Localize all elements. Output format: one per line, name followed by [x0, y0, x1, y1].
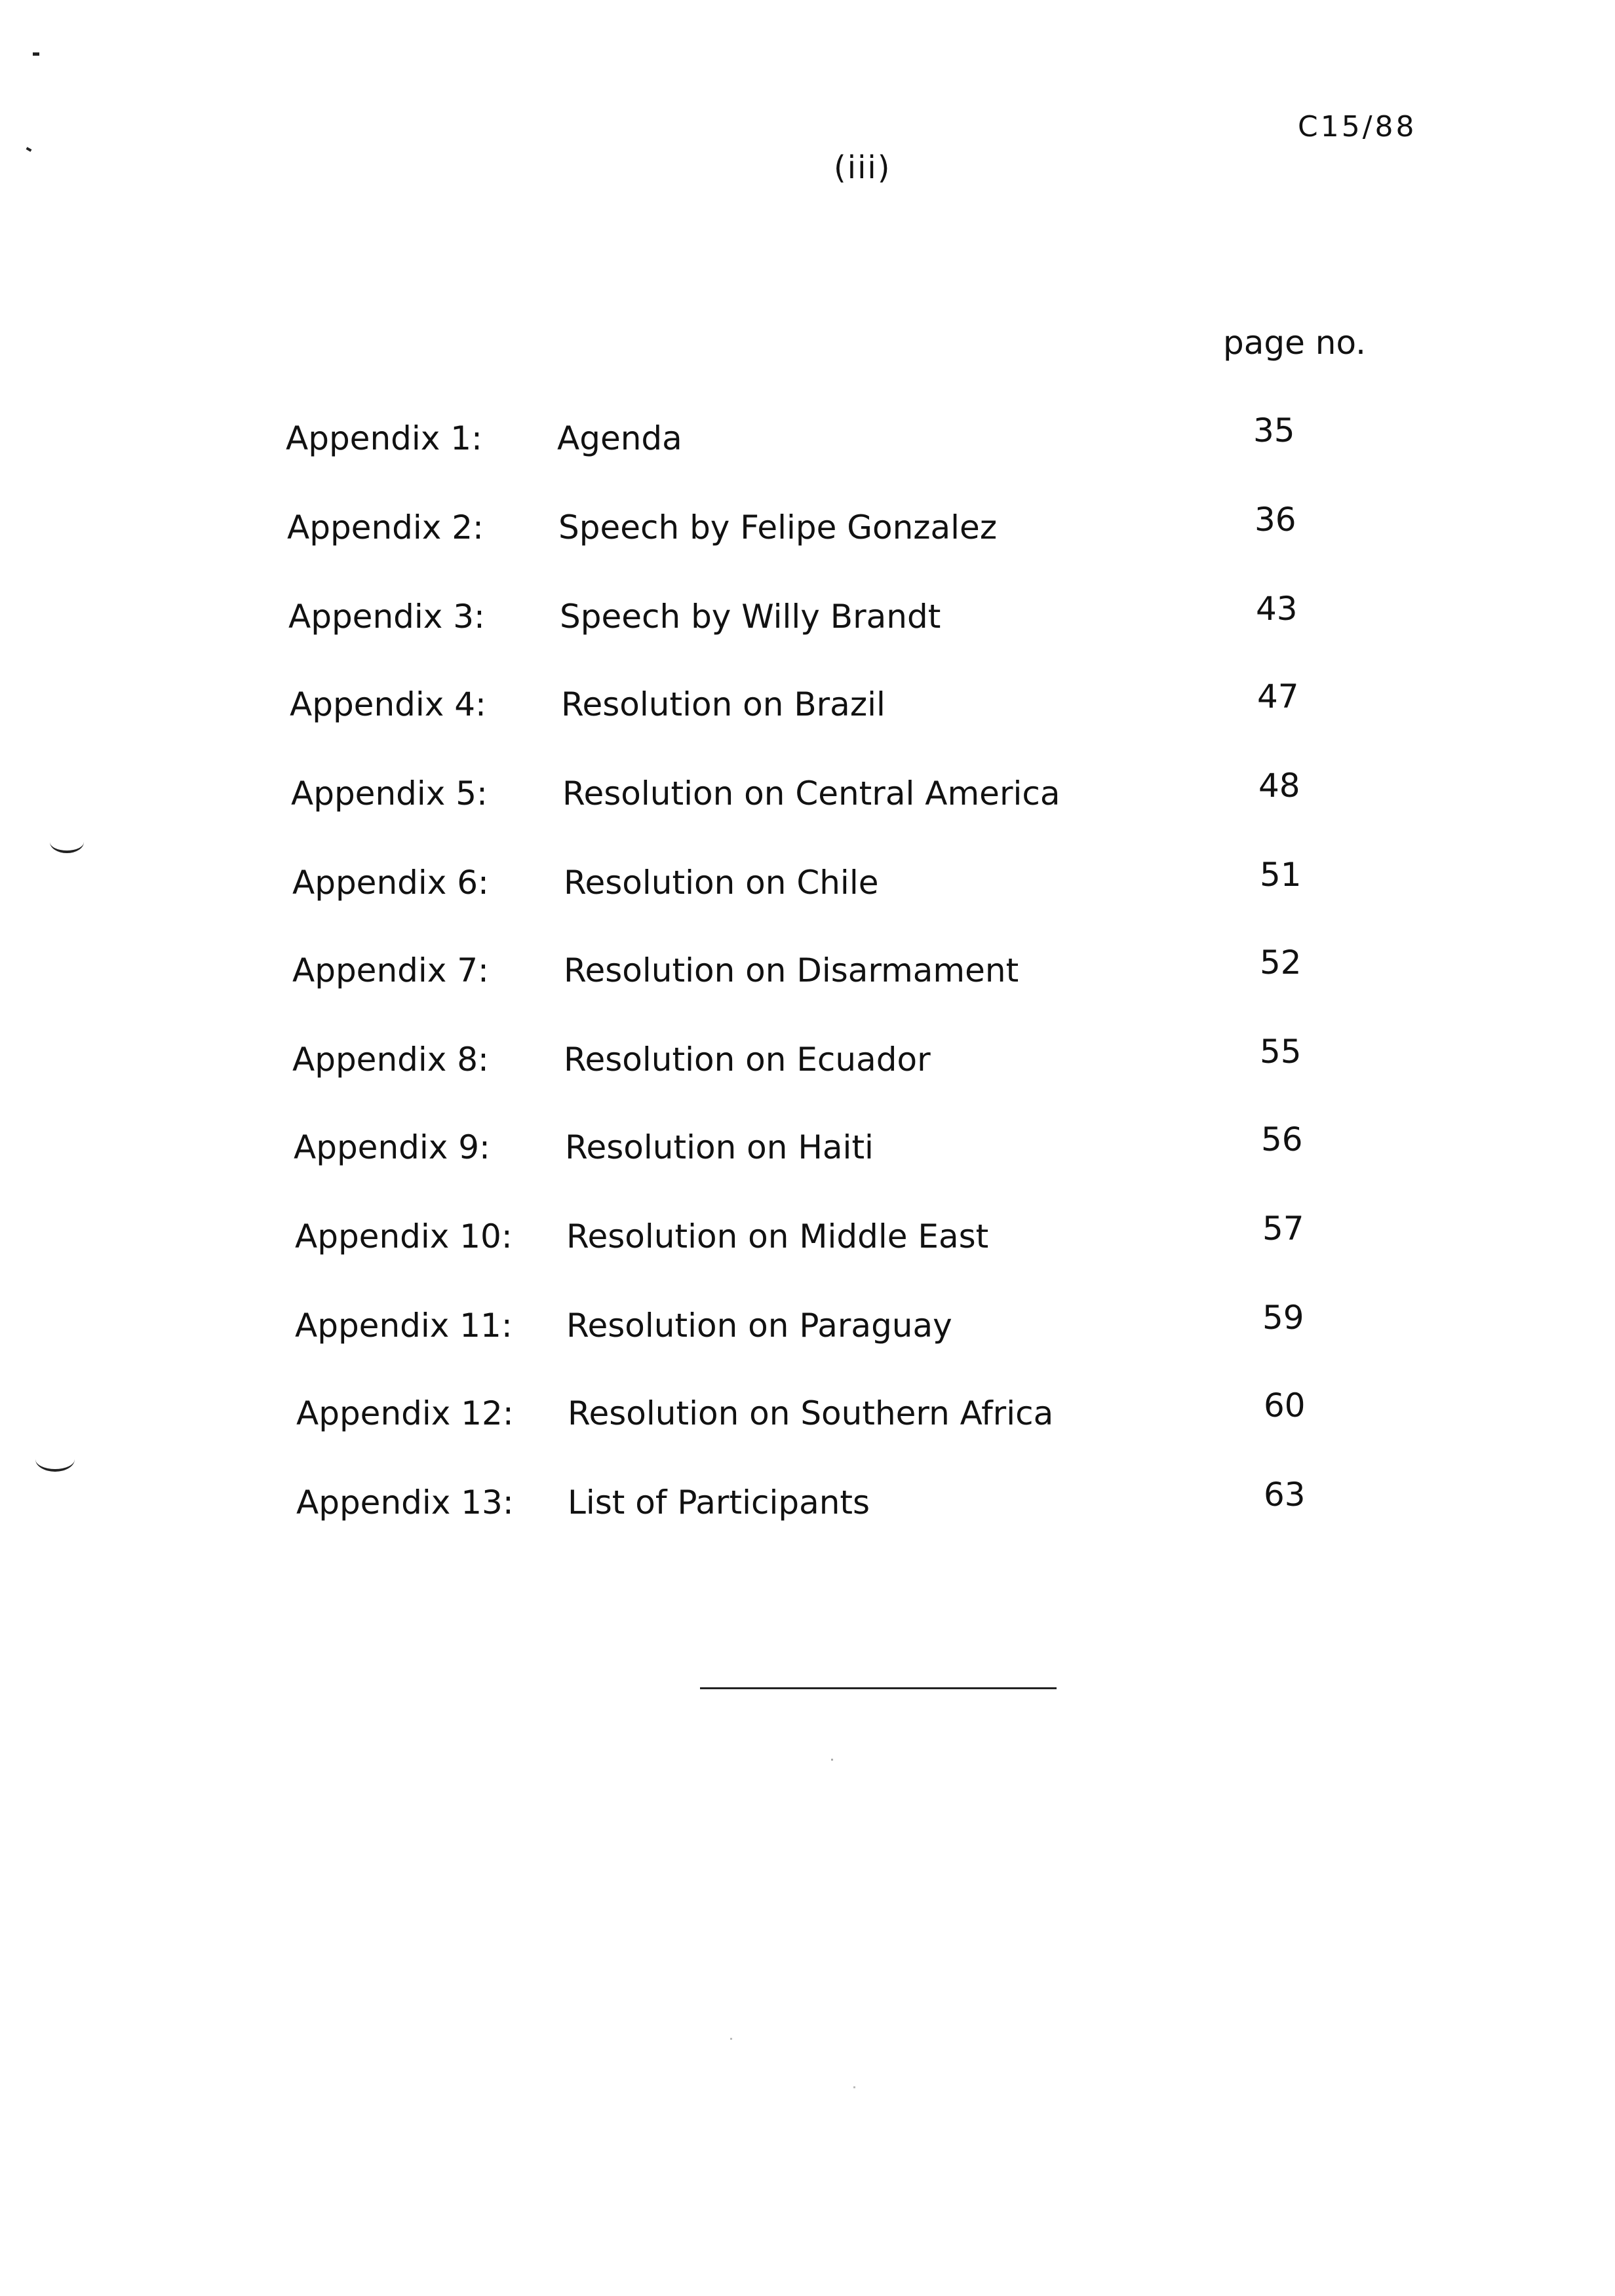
appendix-title: Resolution on Chile [564, 864, 879, 902]
margin-mark [35, 1447, 75, 1472]
scan-speck [831, 1759, 833, 1761]
toc-row [296, 1476, 1345, 1529]
appendix-label: Appendix 1: [286, 419, 482, 457]
appendix-label: Appendix 10: [295, 1217, 513, 1255]
scan-speck [26, 147, 32, 151]
appendix-page-number: 52 [1260, 944, 1302, 982]
appendix-label: Appendix 7: [292, 951, 489, 989]
appendix-page-number: 55 [1260, 1033, 1302, 1071]
appendix-title: Resolution on Central America [562, 775, 1060, 813]
toc-row [288, 590, 1337, 643]
toc-row [296, 1387, 1345, 1440]
page-number-roman: (iii) [834, 149, 891, 186]
appendix-label: Appendix 5: [291, 775, 488, 813]
margin-mark [50, 831, 84, 853]
appendix-label: Appendix 2: [287, 508, 484, 546]
appendix-page-number: 57 [1262, 1210, 1304, 1248]
appendix-page-number: 43 [1256, 590, 1298, 628]
appendix-page-number: 51 [1260, 856, 1302, 894]
toc-row [286, 411, 1334, 465]
document-code: C15/88 [1298, 110, 1417, 144]
appendix-page-number: 47 [1257, 678, 1299, 716]
appendix-page-number: 59 [1262, 1299, 1304, 1337]
appendix-page-number: 48 [1258, 767, 1300, 805]
appendix-label: Appendix 9: [294, 1128, 490, 1166]
appendix-title: Resolution on Middle East [566, 1217, 989, 1255]
toc-row [295, 1210, 1344, 1263]
scan-speck [730, 2038, 732, 2040]
appendix-page-number: 35 [1253, 411, 1295, 450]
appendix-label: Appendix 3: [288, 598, 485, 636]
appendix-label: Appendix 6: [292, 864, 489, 902]
appendix-title: Resolution on Brazil [561, 685, 885, 723]
appendix-label: Appendix 12: [296, 1394, 514, 1432]
toc-row [290, 678, 1338, 731]
appendix-label: Appendix 4: [290, 685, 486, 723]
page-number-column-header: page no. [1223, 324, 1367, 362]
toc-row [291, 767, 1340, 820]
appendix-title: Resolution on Ecuador [564, 1041, 931, 1079]
appendix-title: Resolution on Southern Africa [568, 1394, 1054, 1432]
appendix-title: Resolution on Paraguay [566, 1307, 952, 1345]
appendix-page-number: 36 [1255, 501, 1296, 539]
appendix-label: Appendix 11: [295, 1307, 513, 1345]
toc-row [294, 1120, 1342, 1174]
toc-row [295, 1299, 1344, 1352]
toc-row [287, 501, 1336, 554]
toc-row [292, 856, 1341, 909]
appendix-label: Appendix 13: [296, 1483, 514, 1521]
appendix-title: Agenda [557, 419, 682, 457]
appendix-page-number: 56 [1261, 1120, 1303, 1158]
toc-row [292, 944, 1341, 997]
appendix-title: Resolution on Disarmament [564, 951, 1019, 989]
appendix-title: Resolution on Haiti [565, 1128, 874, 1166]
scan-speck [853, 2086, 855, 2088]
toc-row [292, 1033, 1341, 1086]
appendix-title: Speech by Felipe Gonzalez [558, 508, 998, 546]
appendix-label: Appendix 8: [292, 1041, 489, 1079]
closing-rule [700, 1687, 1057, 1689]
appendix-title: List of Participants [568, 1483, 870, 1521]
appendix-page-number: 63 [1264, 1476, 1306, 1514]
scan-speck [33, 52, 39, 56]
appendix-title: Speech by Willy Brandt [560, 598, 941, 636]
appendix-page-number: 60 [1264, 1387, 1306, 1425]
